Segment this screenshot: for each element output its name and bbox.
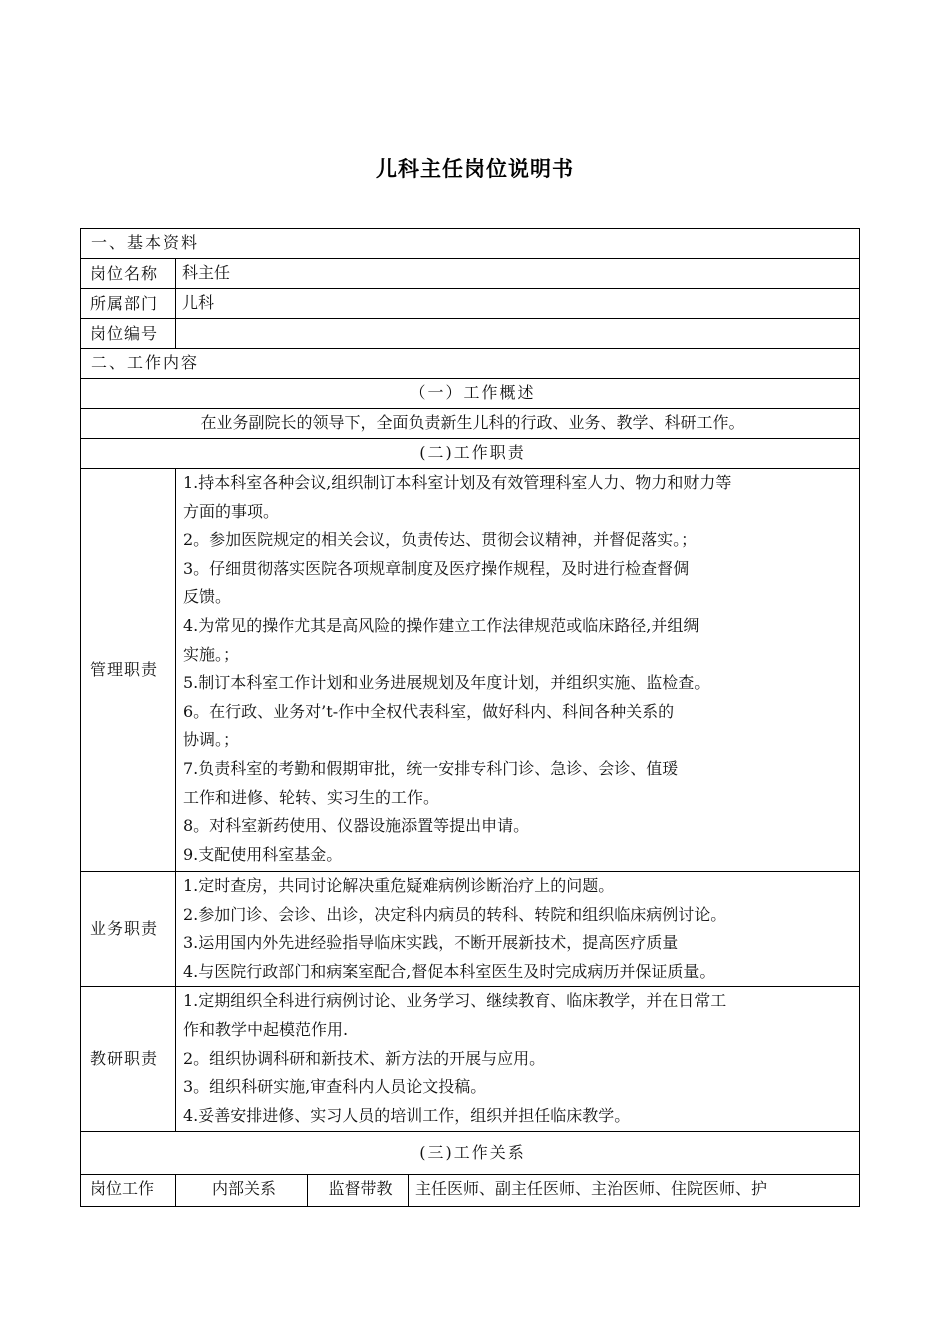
relations-col-position-work: 岗位工作	[81, 1175, 176, 1207]
duty-line: 6。在行政、业务对’t-作中全权代表科室，做好科内、科间各种关系的	[183, 701, 675, 721]
duty-line: 1.定期组织全科进行病例讨论、业务学习、继续教育、临床教学，并在日常工	[183, 991, 727, 1011]
duty-line: 5.制订本科室工作计划和业务进展规划及年度计划，并组织实施、监检查。	[183, 673, 711, 693]
field-value-position-name: 科主任	[176, 259, 860, 289]
duty-label-business: 业务职责	[81, 872, 176, 987]
duty-label-teaching: 教研职责	[81, 987, 176, 1132]
relations-col-supervise: 监督带教	[308, 1175, 409, 1207]
duties-heading: (二)工作职责	[81, 439, 860, 469]
relations-col-roles: 主任医师、副主任医师、主治医师、住院医师、护	[409, 1175, 860, 1207]
duty-line: 工作和进修、轮转、实习生的工作。	[183, 787, 440, 807]
relations-heading: (三)工作关系	[81, 1132, 860, 1175]
section-basic-info: 一、基本资料	[81, 229, 860, 259]
duty-line: 9.支配使用科室基金。	[183, 844, 343, 864]
section-row-basic	[81, 229, 860, 259]
document-title: 儿科主任岗位说明书	[376, 157, 574, 181]
duty-line: 2。组织协调科研和新技术、新方法的开展与应用。	[183, 1048, 546, 1068]
duty-line: 1.定时查房，共同讨论解决重危疑难病例诊断治疗上的问题。	[183, 876, 615, 895]
section-work-content: 二、工作内容	[81, 349, 860, 379]
duty-list-management	[176, 469, 860, 872]
duty-label-management: 管理职责	[81, 469, 176, 872]
field-row-position-number	[81, 319, 860, 349]
duty-list-business	[176, 872, 860, 987]
relations-heading-row	[81, 1132, 860, 1175]
duty-line: 4.妥善安排进修、实习人员的培训工作，组织并担任临床教学。	[183, 1105, 631, 1125]
relations-row	[81, 1175, 860, 1207]
section-row-work	[81, 349, 860, 379]
duty-line: 7.负责科室的考勤和假期审批，统一安排专科门诊、急诊、会诊、值瑗	[183, 758, 679, 778]
duty-line: 4.为常见的操作尤其是高风险的操作建立工作法律规范或临床路径,并组绸	[183, 615, 700, 635]
field-value-department: 儿科	[176, 289, 860, 319]
duty-line: 3.运用国内外先进经验指导临床实践，不断开展新技术，提高医疗质量	[183, 933, 679, 953]
field-row-position-name	[81, 259, 860, 289]
overview-heading: （一）工作概述	[81, 379, 860, 409]
field-label-position-name: 岗位名称	[81, 259, 176, 289]
field-label-position-number: 岗位编号	[81, 319, 176, 349]
duty-line: 协调。；	[183, 730, 240, 750]
duty-line: 反馈。	[183, 587, 232, 607]
duty-line: 3。仔细贯彻落实医院各项规章制度及医疗操作规程，及时进行检查督倜	[183, 558, 690, 578]
duty-row-business	[81, 872, 860, 987]
duty-line: 3。组织科研实施,审查科内人员论文投稿。	[183, 1077, 487, 1097]
duty-line: 作和教学中起模范作用.	[183, 1019, 349, 1039]
duty-line: 2.参加门诊、会诊、出诊，决定科内病员的转科、转院和组织临床病例讨论。	[183, 904, 727, 924]
field-row-department	[81, 289, 860, 319]
overview-heading-row	[81, 379, 860, 409]
duties-heading-row	[81, 439, 860, 469]
duty-line: 8。对科室新药使用、仪器设施添置等提出申请。	[183, 816, 530, 836]
relations-col-internal: 内部关系	[176, 1175, 308, 1207]
duty-line: 4.与医院行政部门和病案室配合,督促本科室医生及时完成病历并保证质量。	[183, 961, 716, 981]
field-value-position-number	[176, 319, 860, 349]
job-description-table	[80, 228, 860, 1207]
duty-line: 方面的事项。	[183, 501, 280, 521]
duty-list-teaching	[176, 987, 860, 1132]
duty-line: 实施。；	[183, 644, 240, 664]
overview-text-row	[81, 409, 860, 439]
duty-line: 1.持本科室各种会议,组织制订本科室计划及有效管理科室人力、物力和财力等	[183, 473, 732, 492]
field-label-department: 所属部门	[81, 289, 176, 319]
duty-line: 2。参加医院规定的相关会议，负责传达、贯彻会议精神，并督促落实。；	[183, 530, 698, 550]
overview-text: 在业务副院长的领导下，全面负责新生儿科的行政、业务、教学、科研工作。	[81, 409, 860, 439]
duty-row-teaching	[81, 987, 860, 1132]
duty-row-management	[81, 469, 860, 872]
